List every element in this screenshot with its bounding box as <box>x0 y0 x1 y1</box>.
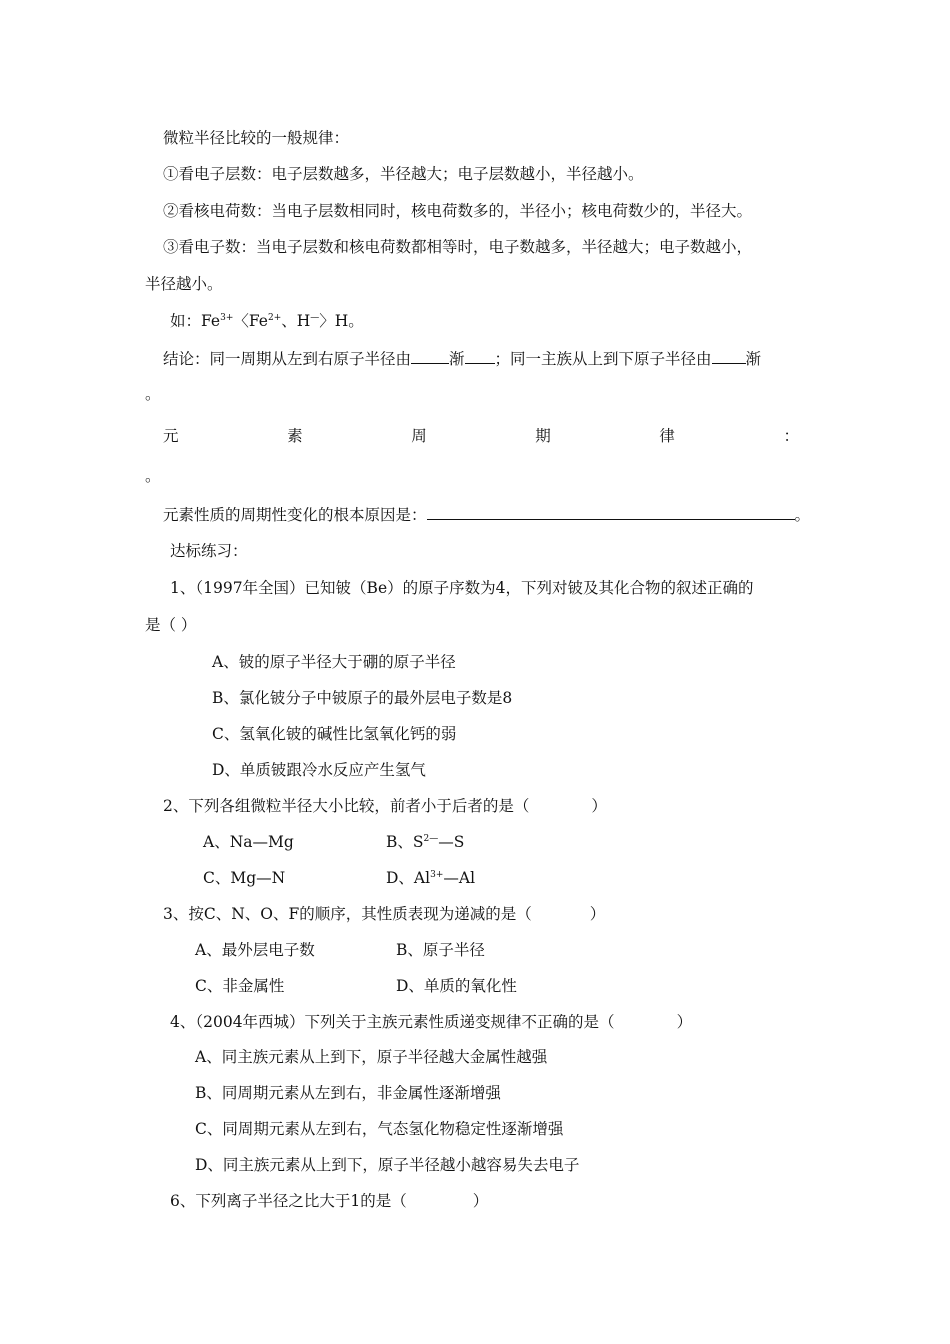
q2-option-d-post: —Al <box>443 869 476 887</box>
q3-close-paren: ） <box>589 905 606 923</box>
q1-option-b: B、氯化铍分子中铍原子的最外层电子数是8 <box>212 689 513 707</box>
q3-option-c: C、非金属性 <box>195 977 285 995</box>
q6-stem-text: 6、下列离子半径之比大于1的是（ <box>170 1192 407 1210</box>
example-sup-1: 3+ <box>220 313 234 323</box>
q1-stem: 1、（1997年全国）已知铍（Be）的原子序数为4，下列对铍及其化合物的叙述正确的 <box>170 579 754 597</box>
q2-option-b <box>386 832 464 852</box>
conclusion-part-2: 渐 <box>449 350 465 368</box>
q1-option-d: D、单质铍跟冷水反应产生氢气 <box>212 761 426 779</box>
example-mid-2: 、H <box>281 312 311 330</box>
rule-3: ③看电子数：当电子层数和核电荷数都相等时，电子数越多，半径越大；电子数越小， <box>163 238 753 256</box>
conclusion-blank-3[interactable] <box>712 348 746 364</box>
root-cause-line <box>163 504 810 525</box>
example-sup-3: — <box>310 313 320 323</box>
q4-stem <box>170 1012 692 1032</box>
q4-option-c: C、同周期元素从左到右，气态氢化物稳定性逐渐增强 <box>195 1120 564 1138</box>
q6-stem <box>170 1191 488 1211</box>
conclusion-part-3: ；同一主族从上到下原子半径由 <box>494 350 712 368</box>
law-char-3: 周 <box>411 427 427 445</box>
q2-option-b-pre: B、S <box>386 833 424 851</box>
rule-2: ②看核电荷数：当电子层数相同时，核电荷数多的，半径小；核电荷数少的，半径大。 <box>163 202 753 220</box>
q2-option-d-pre: D、Al <box>386 869 431 887</box>
q2-option-d-sup: 3+ <box>430 870 444 880</box>
law-end: 。 <box>145 467 161 485</box>
q3-option-d: D、单质的氧化性 <box>396 977 517 995</box>
example-suffix: 〉H。 <box>319 312 364 330</box>
q2-option-b-post: —S <box>438 833 465 851</box>
q2-close-paren: ） <box>591 797 607 815</box>
q4-close-paren: ） <box>676 1013 693 1031</box>
q4-stem-text: 4、（2004年西城）下列关于主族元素性质递变规律不正确的是（ <box>170 1013 615 1031</box>
q1-option-a: A、铍的原子半径大于硼的原子半径 <box>212 653 456 671</box>
conclusion-line <box>163 348 761 369</box>
q2-stem <box>163 796 607 816</box>
root-cause-blank[interactable] <box>427 504 795 520</box>
rule-3-continued: 半径越小。 <box>145 275 223 293</box>
example-line <box>170 311 364 331</box>
conclusion-end: 。 <box>145 385 161 403</box>
q2-option-a: A、Na—Mg <box>203 833 294 851</box>
q3-stem <box>163 904 605 924</box>
q1-stem-continued: 是（ ） <box>145 616 197 634</box>
conclusion-blank-2[interactable] <box>465 348 495 364</box>
law-char-2: 素 <box>287 427 303 445</box>
practice-title: 达标练习： <box>170 542 248 560</box>
q3-stem-text: 3、按C、N、O、F的顺序，其性质表现为递减的是（ <box>163 905 532 923</box>
root-cause-end: 。 <box>794 506 811 524</box>
q2-stem-text: 2、下列各组微粒半径大小比较，前者小于后者的是（ <box>163 797 530 815</box>
q4-option-a: A、同主族元素从上到下，原子半径越大金属性越强 <box>195 1048 548 1066</box>
rule-1: ①看电子层数：电子层数越多，半径越大；电子层数越小，半径越小。 <box>163 165 644 183</box>
law-char-5: 律 <box>659 427 675 445</box>
example-mid-1: 〈Fe <box>233 312 268 330</box>
example-prefix: 如：Fe <box>170 312 221 330</box>
law-char-6: ： <box>783 427 799 445</box>
q2-option-b-sup: 2— <box>423 834 439 844</box>
conclusion-part-1: 结论：同一周期从左到右原子半径由 <box>163 350 412 368</box>
q1-option-c: C、氢氧化铍的碱性比氢氧化钙的弱 <box>212 725 457 743</box>
law-char-4: 期 <box>535 427 551 445</box>
q4-option-b: B、同周期元素从左到右，非金属性逐渐增强 <box>195 1084 501 1102</box>
root-cause-text: 元素性质的周期性变化的根本原因是： <box>163 506 427 524</box>
intro-line: 微粒半径比较的一般规律： <box>163 129 350 147</box>
example-sup-2: 2+ <box>267 313 282 323</box>
conclusion-blank-1[interactable] <box>411 348 449 364</box>
q2-option-c: C、Mg—N <box>203 869 286 887</box>
q2-option-d <box>386 868 475 888</box>
law-char-1: 元 <box>163 427 179 445</box>
q3-option-b: B、原子半径 <box>396 941 485 959</box>
q3-option-a: A、最外层电子数 <box>195 941 315 959</box>
conclusion-part-4: 渐 <box>745 350 762 368</box>
law-line <box>163 426 799 446</box>
q6-close-paren: ） <box>472 1192 489 1210</box>
q4-option-d: D、同主族元素从上到下，原子半径越小越容易失去电子 <box>195 1156 580 1174</box>
